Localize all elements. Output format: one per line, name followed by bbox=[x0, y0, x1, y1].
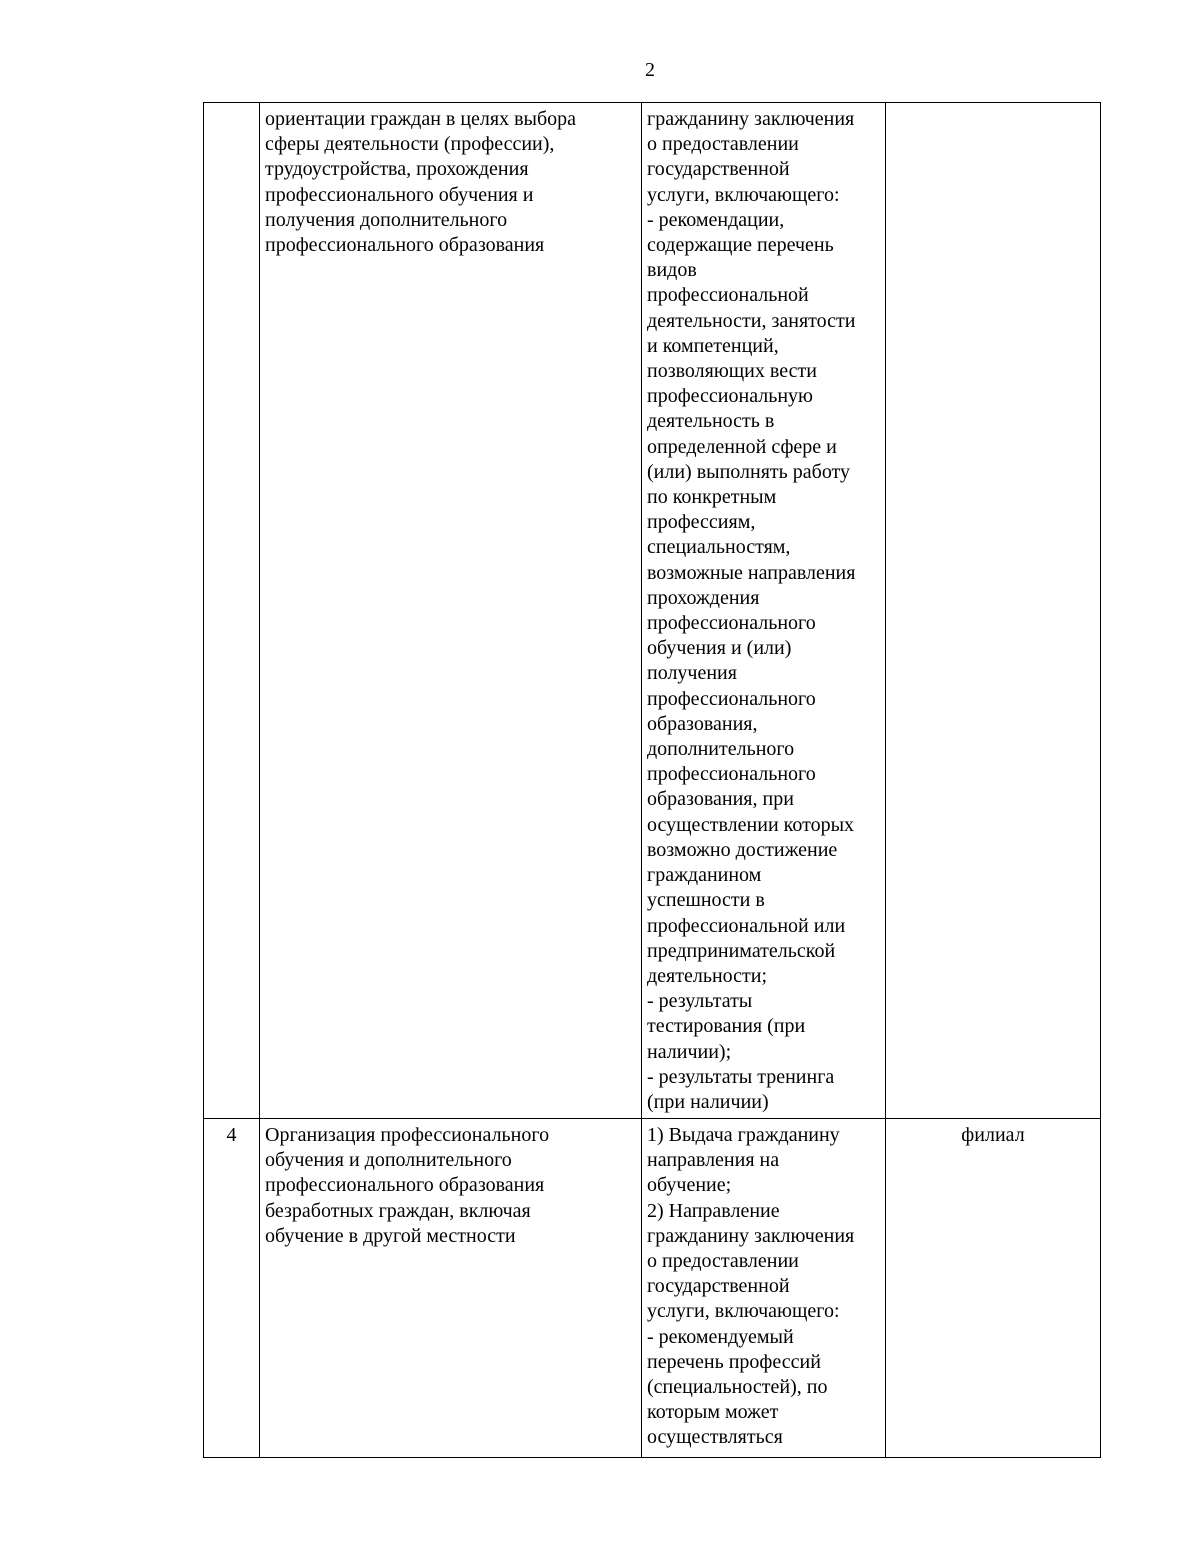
executor-cell bbox=[886, 103, 1101, 1119]
page-number: 2 bbox=[645, 59, 655, 81]
services-table bbox=[203, 102, 1101, 1458]
table-row bbox=[204, 1119, 1101, 1458]
service-name-cell: ориентации граждан в целях выбора сферы деятельности (профессии), трудоустройства, прохождения профессионального обучения и получения дополнительного профессионального образования bbox=[260, 103, 642, 1119]
row-number-cell: 4 bbox=[204, 1119, 260, 1458]
service-name-cell: Организация профессионального обучения и дополнительного профессионального образования безработных граждан, включая обучение в другой местности bbox=[260, 1119, 642, 1458]
service-result-cell: гражданину заключения о предоставлении государственной услуги, включающего: - рекомендации, содержащие перечень видов профессиональной деятельности, занятости и компетенций, позволяющих вести профессиональную деятельность в определенной сфере и (или) выполнять работу по конкретным профессиям, специальностям, возможные направления прохождения профессионального обучения и (или) получения профессионального образования, дополнительного профессионального образования, при осуществлении которых возможно достижение гражданином успешности в профессиональной или предпринимательской деятельности; - результаты тестирования (при наличии); - результаты тренинга (при наличии) bbox=[642, 103, 886, 1119]
executor-cell: филиал bbox=[886, 1119, 1101, 1458]
row-number-cell bbox=[204, 103, 260, 1119]
table-row bbox=[204, 103, 1101, 1119]
service-result-cell: 1) Выдача гражданину направления на обучение; 2) Направление гражданину заключения о предоставлении государственной услуги, включающего: - рекомендуемый перечень профессий (специальностей), по которым может осуществляться bbox=[642, 1119, 886, 1458]
